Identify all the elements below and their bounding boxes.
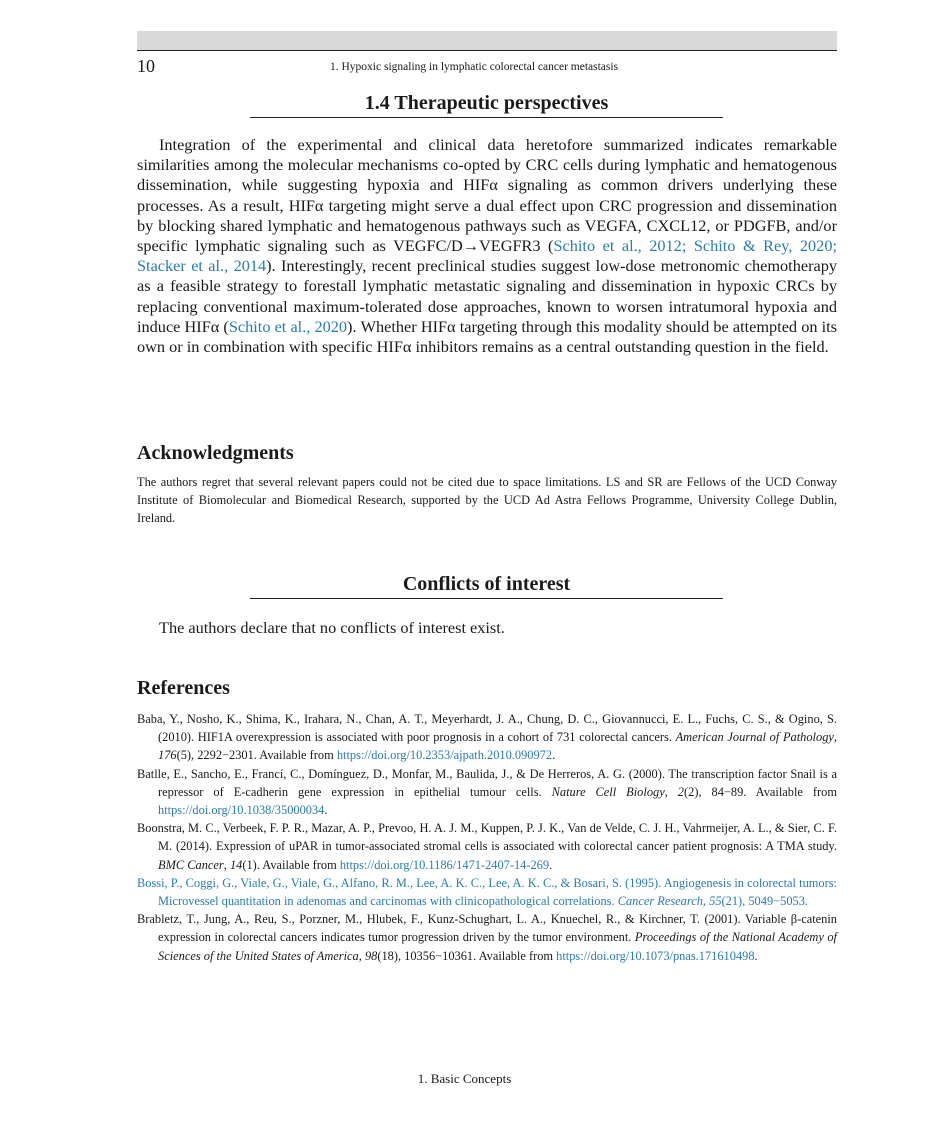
citation-link-1[interactable]: Schito et al., 2012; Schito & Rey, 2020; Stacker et al., 2014 [137,236,837,276]
reference-item-linked[interactable]: Bossi, P., Coggi, G., Viale, G., Viale, G., Alfano, R. M., Lee, A. K. C., Lee, A. K. C., & Bosari, S. (1995). Angiogenesis in colorectal tumors: Microvessel quantitation in adenomas and carcinomas with clinicopathological correlations. Cancer Research, 55(21), 5049−5053. [137,875,837,909]
page-number: 10 [137,56,155,76]
acknowledgments-text: The authors regret that several relevant papers could not be cited due to space limitations. LS and SR are Fellows of the UCD Conway Institute of Biomolecular and Biomedical Research, supported by the UCD Ad Astra Fellows Programme, University College Dublin, Ireland. [137,475,837,526]
page-footer: 1. Basic Concepts [417,1071,512,1086]
acknowledgments-heading: Acknowledgments [137,442,294,464]
section-heading-therapeutic-text: 1.4 Therapeutic perspectives [250,92,723,118]
therapeutic-text-a: Integration of the experimental and clinical data heretofore summarized indicates remarkable similarities among the molecular mechanisms co-opted by CRC cells during lymphatic and hematogenous dissemination, while suggesting hypoxia and HIFα signaling as common drivers underlying these processes. As a result, HIFα targeting might serve a dual effect upon CRC progression and dissemination by blocking shared lymphatic and hematogenous pathways such as VEGFA, CXCL12, or PDGFB, and/or specific lymphatic signaling such as VEGFC/D→VEGFR3 ( [137,135,837,256]
reference-doi-link[interactable]: https://doi.org/10.1186/1471-2407-14-269 [339,857,550,872]
conflicts-heading [250,573,723,599]
reference-item: Boonstra, M. C., Verbeek, F. P. R., Mazar, A. P., Prevoo, H. A. J. M., Kuppen, P. J. K., Van de Velde, C. J. H., Vahrmeijer, A. L., & Sier, C. F. M. (2014). Expression of uPAR in tumor-associated stromal cells is associated with colorectal cancer patient prognosis: A TMA study. BMC Cancer, 14(1). Available from https://doi.org/10.1186/1471-2407-14-269. [137,821,837,872]
therapeutic-text-c: ). Whether HIFα targeting through this modality should be attempted on its own or in combination with specific HIFα inhibitors remains as a central outstanding question in the field. [137,316,837,357]
header-bar [137,31,837,51]
reference-doi-link[interactable]: https://doi.org/10.1073/pnas.171610498 [556,948,755,963]
reference-list [137,710,837,965]
therapeutic-text-b: ). Interestingly, recent preclinical studies suggest low-dose metronomic chemotherapy as a feasible strategy to forestall lymphatic metastatic signaling and dissemination in hypoxic CRCs by replacing conventional maximum-tolerated dose approaches, known to worsen intratumoral hypoxia and induce HIFα ( [137,256,837,336]
running-title: 1. Hypoxic signaling in lymphatic colorectal cancer metastasis [330,61,619,73]
reference-doi-link[interactable]: https://doi.org/10.2353/ajpath.2010.090972 [336,748,553,763]
section-heading-therapeutic [250,92,723,118]
therapeutic-paragraph [137,135,837,357]
conflicts-heading-text: Conflicts of interest [250,573,723,599]
reference-doi-link[interactable]: https://doi.org/10.1038/35000034 [158,803,325,818]
reference-item: Batlle, E., Sancho, E., Francí, C., Domínguez, D., Monfar, M., Baulida, J., & De Herreros, A. G. (2000). The transcription factor Snail is a repressor of E-cadherin gene expression in epithelial tumour cells. Nature Cell Biology, 2(2), 84−89. Available from https://doi.org/10.1038/35000034. [137,766,837,818]
conflicts-text: The authors declare that no conflicts of interest exist. [159,618,505,637]
reference-item: Baba, Y., Nosho, K., Shima, K., Irahara, N., Chan, A. T., Meyerhardt, J. A., Chung, D. C., Giovannucci, E. L., Fuchs, C. S., & Ogino, S. (2010). HIF1A overexpression is associated with poor prognosis in a cohort of 731 colorectal cancers. American Journal of Pathology, 176(5), 2292−2301. Available from https://doi.org/10.2353/ajpath.2010.090972. [137,712,837,763]
references-heading: References [137,677,230,699]
reference-item: Brabletz, T., Jung, A., Reu, S., Porzner, M., Hlubek, F., Kunz-Schughart, L. A., Knuechel, R., & Kirchner, T. (2001). Variable β-catenin expression in colorectal cancers indicates tumor progression driven by the tumor environment. Proceedings of the National Academy of Sciences of the United States of America, 98(18), 10356−10361. Available from https://doi.org/10.1073/pnas.171610498. [137,912,837,963]
citation-link-2[interactable]: Schito et al., 2020 [228,316,348,336]
